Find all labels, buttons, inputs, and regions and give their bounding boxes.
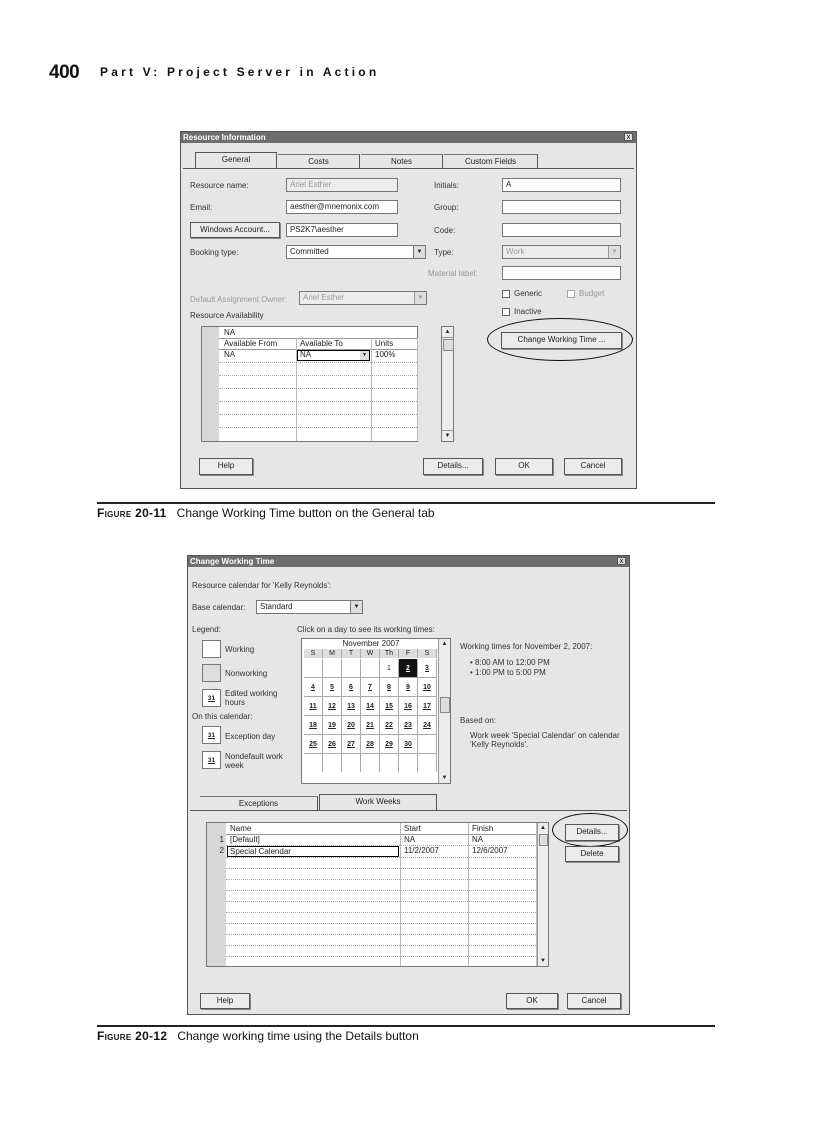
tab-label: Costs: [308, 157, 329, 166]
calendar-day[interactable]: [418, 735, 437, 754]
figure-caption-text: Change working time using the Details button: [177, 1029, 419, 1043]
part-title: Part V: Project Server in Action: [100, 65, 380, 79]
base-calendar-value: Standard: [260, 602, 293, 611]
tab-general[interactable]: [195, 152, 277, 168]
working-times-title: Working times for November 2, 2007:: [460, 642, 593, 651]
ok-button[interactable]: OK: [495, 458, 553, 475]
grid-line: [219, 427, 417, 428]
weekday-header: M: [323, 649, 342, 658]
col-header-finish: Finish: [472, 824, 494, 833]
availability-grid[interactable]: [201, 326, 418, 442]
default-owner-select[interactable]: [299, 291, 427, 305]
tab-label: Exceptions: [238, 799, 279, 808]
close-icon[interactable]: x: [617, 557, 626, 565]
calendar-empty-cell: [342, 754, 361, 772]
calendar-day[interactable]: 20: [342, 716, 361, 735]
calendar-empty-cell: [418, 754, 437, 772]
based-on-text: Work week 'Special Calendar' on calendar 'Kelly Reynolds'.: [470, 731, 620, 749]
cell-name[interactable]: Special Calendar: [227, 846, 399, 857]
calendar[interactable]: [301, 638, 451, 784]
booking-type-select[interactable]: [286, 245, 426, 259]
generic-checkbox[interactable]: [502, 290, 510, 298]
figure-caption: [97, 1029, 419, 1043]
calendar-day[interactable]: 21: [361, 716, 380, 735]
close-icon[interactable]: x: [624, 133, 633, 141]
row-headers: [202, 327, 219, 441]
col-header-available-from: Available From: [224, 339, 278, 348]
tab-label: Notes: [391, 157, 412, 166]
cancel-button[interactable]: Cancel: [564, 458, 622, 475]
cell-start[interactable]: 11/2/2007: [404, 846, 439, 855]
calendar-day[interactable]: [361, 659, 380, 678]
chevron-down-icon[interactable]: ▼: [414, 292, 426, 304]
based-on-label: Based on:: [460, 716, 497, 725]
calendar-day[interactable]: 16: [399, 697, 418, 716]
scroll-up-icon[interactable]: ▲: [442, 327, 453, 338]
booking-type-value: Committed: [290, 247, 329, 256]
legend-nondefault-swatch: 31: [202, 751, 221, 769]
calendar-day[interactable]: 6: [342, 678, 361, 697]
calendar-day[interactable]: 27: [342, 735, 361, 754]
weekday-header: S: [304, 649, 323, 658]
tab-work-weeks[interactable]: [319, 794, 437, 810]
cancel-button[interactable]: Cancel: [567, 993, 621, 1009]
calendar-day[interactable]: 3: [418, 659, 437, 678]
calendar-day[interactable]: 1: [380, 659, 399, 678]
details-button[interactable]: Details...: [565, 824, 619, 841]
tab-label: General: [221, 155, 251, 164]
table-scrollbar[interactable]: [537, 823, 548, 966]
type-label: Type:: [434, 248, 454, 257]
grid-line: [219, 401, 417, 402]
figure-caption: [97, 506, 435, 520]
legend-edited-swatch: 31: [202, 689, 221, 707]
grid-line: [371, 338, 372, 441]
cell-available-from[interactable]: NA: [224, 350, 236, 359]
tab-label: Custom Fields: [464, 157, 517, 166]
scroll-thumb[interactable]: [440, 697, 450, 713]
grid-line: [296, 338, 297, 441]
base-calendar-select[interactable]: [256, 600, 363, 614]
tab-label: Work Weeks: [355, 797, 401, 806]
email-label: Email:: [190, 203, 213, 212]
calendar-day[interactable]: 23: [399, 716, 418, 735]
calendar-empty-cell: [380, 754, 399, 772]
code-input[interactable]: [502, 223, 621, 237]
grid-line: [226, 934, 536, 935]
figure-label: Figure 20-12: [97, 1029, 168, 1043]
cell-finish[interactable]: NA: [472, 835, 484, 844]
legend-exception-swatch: 31: [202, 726, 221, 744]
grid-line: [219, 388, 417, 389]
legend-nonworking-swatch: [202, 664, 221, 682]
calendar-day[interactable]: 14: [361, 697, 380, 716]
group-label: Group:: [434, 203, 459, 212]
resource-availability-label: Resource Availability: [190, 311, 264, 320]
grid-line: [219, 414, 417, 415]
calendar-day[interactable]: 9: [399, 678, 418, 697]
tab-custom-fields[interactable]: [444, 154, 538, 168]
scroll-down-icon[interactable]: ▼: [540, 958, 546, 964]
inactive-label: Inactive: [514, 307, 542, 316]
grid-line: [226, 901, 536, 902]
chevron-down-icon[interactable]: ▼: [608, 246, 620, 258]
grid-line: [226, 879, 536, 880]
working-time-2-text: 1:00 PM to 5:00 PM: [475, 668, 546, 677]
scroll-down-icon[interactable]: ▼: [442, 430, 453, 441]
scroll-thumb[interactable]: [539, 834, 548, 846]
legend-label: Legend:: [192, 625, 221, 634]
click-hint: Click on a day to see its working times:: [297, 625, 435, 634]
row-number: 2: [219, 846, 224, 855]
details-button[interactable]: Details...: [423, 458, 483, 475]
ok-button[interactable]: OK: [506, 993, 558, 1009]
calendar-day[interactable]: 24: [418, 716, 437, 735]
calendar-day[interactable]: 4: [304, 678, 323, 697]
calendar-empty-cell: [361, 754, 380, 772]
col-header-available-to: Available To: [300, 339, 343, 348]
tab-exceptions[interactable]: [200, 796, 318, 810]
page-number: 400: [49, 62, 80, 83]
legend-working-label: Working: [225, 645, 255, 654]
calendar-day[interactable]: 22: [380, 716, 399, 735]
calendar-empty-cell: [323, 754, 342, 772]
calendar-day[interactable]: 11: [304, 697, 323, 716]
weekday-header: W: [361, 649, 380, 658]
chevron-down-icon[interactable]: ▼: [413, 246, 425, 258]
booking-type-label: Booking type:: [190, 248, 239, 257]
grid-line: [219, 362, 417, 363]
resource-information-dialog: [180, 131, 637, 489]
default-owner-label: Default Assignment Owner:: [190, 295, 287, 304]
initials-input[interactable]: A: [502, 178, 621, 192]
calendar-day[interactable]: 29: [380, 735, 399, 754]
legend-nonworking-label: Nonworking: [225, 669, 268, 678]
windows-account-button[interactable]: Windows Account...: [190, 222, 280, 238]
dialog-title: Change Working Time: [188, 556, 629, 567]
material-label-label: Material label:: [428, 269, 478, 278]
weekday-header: F: [399, 649, 418, 658]
calendar-day[interactable]: 12: [323, 697, 342, 716]
legend-exception-label: Exception day: [225, 732, 276, 741]
grid-line: [226, 956, 536, 957]
cell-available-to[interactable]: [297, 350, 370, 361]
calendar-day[interactable]: 19: [323, 716, 342, 735]
scroll-up-icon[interactable]: ▲: [441, 641, 448, 647]
on-this-calendar-label: On this calendar:: [192, 712, 253, 721]
working-time-1: • 8:00 AM to 12:00 PM: [470, 658, 550, 667]
calendar-day[interactable]: 13: [342, 697, 361, 716]
scroll-thumb[interactable]: [443, 339, 454, 351]
chevron-down-icon[interactable]: ▼: [360, 351, 369, 360]
code-label: Code:: [434, 226, 456, 235]
cell-name[interactable]: [Default]: [230, 835, 260, 844]
grid-line: [226, 945, 536, 946]
tab-panel-line: [190, 810, 627, 811]
legend-edited-label: Edited working hours: [225, 689, 278, 707]
calendar-day[interactable]: 25: [304, 735, 323, 754]
material-label-input[interactable]: [502, 266, 621, 280]
change-working-time-dialog: [187, 555, 630, 1015]
tab-costs[interactable]: [278, 154, 360, 168]
row-number: 1: [219, 835, 224, 844]
calendar-day[interactable]: 10: [418, 678, 437, 697]
resource-name-input[interactable]: Ariel Esther: [286, 178, 398, 192]
help-button[interactable]: Help: [200, 993, 250, 1009]
scroll-down-icon[interactable]: ▼: [441, 775, 448, 781]
tab-notes[interactable]: [361, 154, 443, 168]
dialog-title: Resource Information: [181, 132, 636, 143]
weekday-header: T: [342, 649, 361, 658]
calendar-scrollbar[interactable]: [438, 639, 450, 783]
grid-line: [226, 912, 536, 913]
change-working-time-button[interactable]: Change Working Time ...: [501, 332, 622, 349]
calendar-day[interactable]: 26: [323, 735, 342, 754]
working-time-2: • 1:00 PM to 5:00 PM: [470, 668, 546, 677]
availability-scrollbar[interactable]: [441, 326, 454, 442]
calendar-day[interactable]: [342, 659, 361, 678]
grid-line: [226, 923, 536, 924]
work-weeks-table[interactable]: [206, 822, 549, 967]
weekday-header: S: [418, 649, 437, 658]
calendar-empty-cell: [399, 754, 418, 772]
help-button[interactable]: Help: [199, 458, 253, 475]
working-time-1-text: 8:00 AM to 12:00 PM: [475, 658, 550, 667]
resource-calendar-label: Resource calendar for 'Kelly Reynolds':: [192, 581, 332, 590]
delete-button[interactable]: Delete: [565, 846, 619, 862]
budget-checkbox[interactable]: [567, 290, 575, 298]
weekday-header: Th: [380, 649, 399, 658]
legend-nondefault-label: Nondefault work week: [225, 752, 283, 770]
calendar-day[interactable]: 2: [399, 659, 418, 678]
grid-line: [226, 868, 536, 869]
type-select[interactable]: [502, 245, 621, 259]
type-value: Work: [506, 247, 525, 256]
cell-start[interactable]: NA: [404, 835, 416, 844]
col-header-name: Name: [230, 824, 252, 833]
calendar-day[interactable]: 5: [323, 678, 342, 697]
calendar-day[interactable]: [304, 659, 323, 678]
highlight-oval: [487, 318, 633, 361]
calendar-day[interactable]: 8: [380, 678, 399, 697]
grid-line: [219, 375, 417, 376]
windows-account-input[interactable]: PS2K7\aesther: [286, 223, 398, 237]
chevron-down-icon[interactable]: ▼: [350, 601, 362, 613]
caption-rule: [97, 1025, 715, 1027]
highlight-oval: [552, 813, 628, 847]
inactive-checkbox[interactable]: [502, 308, 510, 316]
group-input[interactable]: [502, 200, 621, 214]
calendar-day[interactable]: 28: [361, 735, 380, 754]
caption-rule: [97, 502, 715, 504]
cell-finish[interactable]: 12/6/2007: [472, 846, 508, 855]
figure-caption-text: Change Working Time button on the General tab: [176, 506, 435, 520]
calendar-day[interactable]: 7: [361, 678, 380, 697]
grid-line: [226, 890, 536, 891]
calendar-day[interactable]: 18: [304, 716, 323, 735]
cell-available-to-value: NA: [300, 350, 312, 359]
figure-label: Figure 20-11: [97, 506, 167, 520]
grid-line: [226, 857, 536, 858]
calendar-day[interactable]: 17: [418, 697, 437, 716]
cell-units[interactable]: 100%: [375, 350, 396, 359]
email-input[interactable]: aesther@mnemonix.com: [286, 200, 398, 214]
default-owner-value: Ariel Esther: [303, 293, 345, 302]
scroll-up-icon[interactable]: ▲: [540, 825, 546, 831]
calendar-day[interactable]: 15: [380, 697, 399, 716]
col-header-start: Start: [404, 824, 421, 833]
col-header-units: Units: [375, 339, 394, 348]
budget-label: Budget: [579, 289, 605, 298]
availability-edit-bar[interactable]: NA: [224, 328, 236, 337]
calendar-month: November 2007: [342, 639, 400, 648]
base-calendar-label: Base calendar:: [192, 603, 246, 612]
grid-line: [417, 338, 418, 441]
calendar-day[interactable]: [323, 659, 342, 678]
initials-label: Initials:: [434, 181, 459, 190]
legend-working-swatch: [202, 640, 221, 658]
calendar-day[interactable]: 30: [399, 735, 418, 754]
calendar-empty-cell: [304, 754, 323, 772]
generic-label: Generic: [514, 289, 543, 298]
resource-name-label: Resource name:: [190, 181, 249, 190]
tab-panel-line: [183, 168, 634, 169]
